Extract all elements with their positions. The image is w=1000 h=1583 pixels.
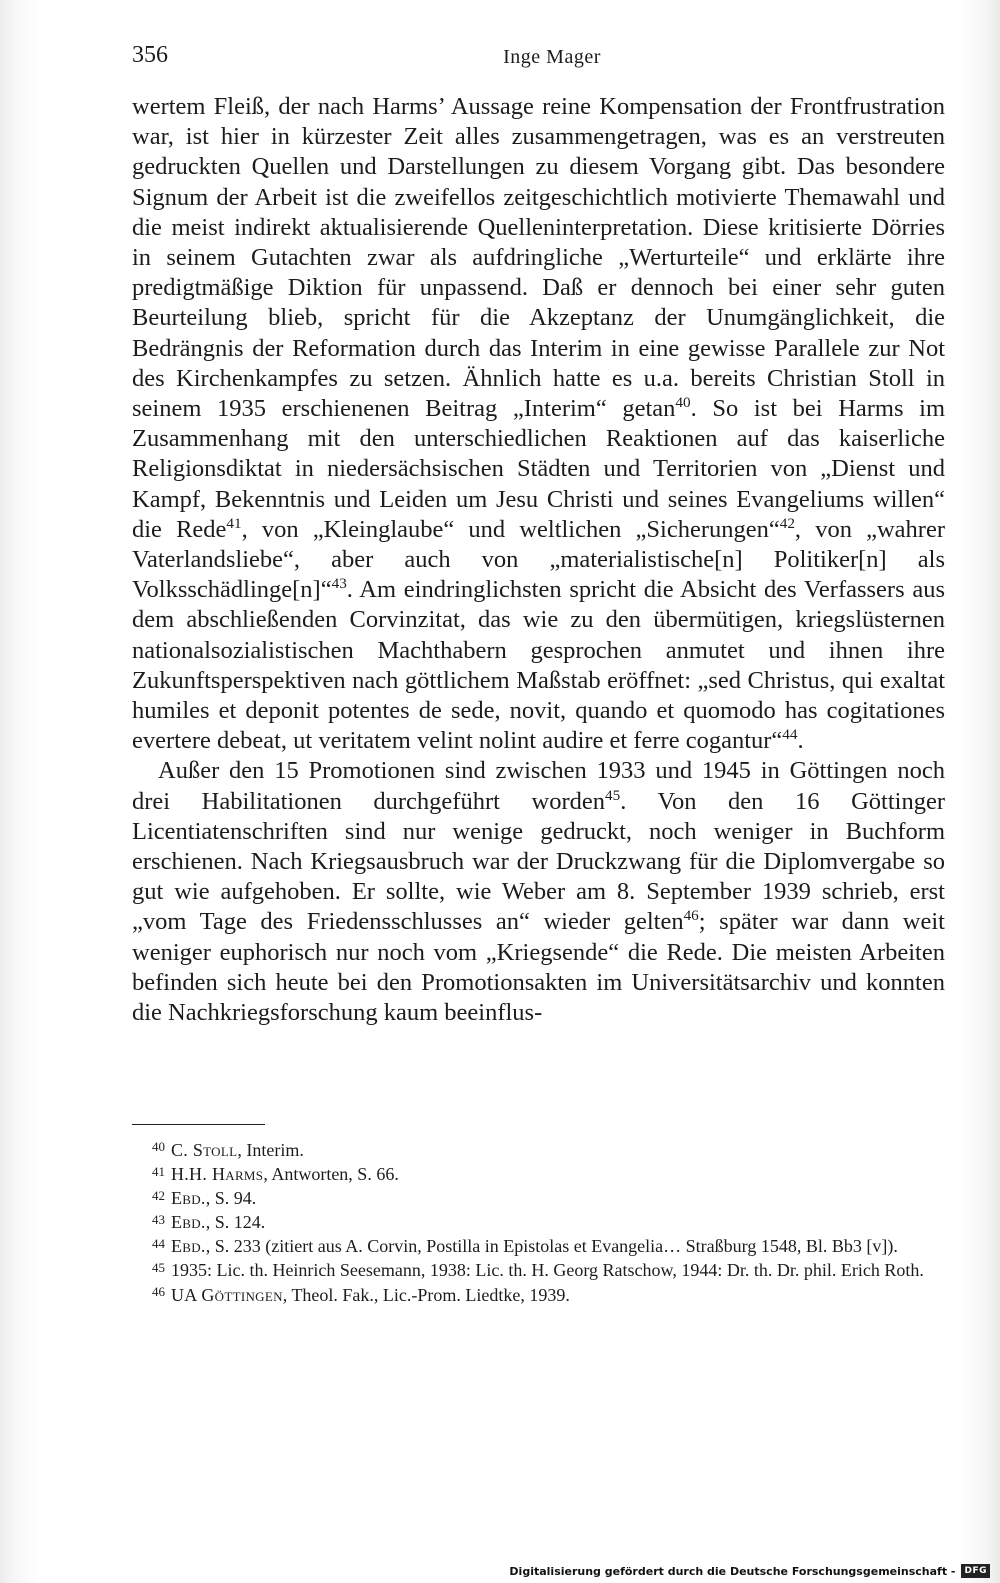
digitization-credit [507, 1561, 990, 1581]
footnote [132, 1283, 945, 1307]
dfg-logo: DFG [961, 1564, 990, 1578]
footnote [132, 1258, 945, 1282]
text-span: . [797, 727, 804, 755]
footnote-ref-44[interactable]: 44 [782, 726, 798, 744]
footnote-text: , S. 94. [205, 1188, 257, 1209]
footnote-text: , Theol. Fak., Lic.-Prom. Liedtke, 1939. [282, 1284, 570, 1305]
footnotes [132, 1138, 945, 1307]
text-span: wertem Fleiß, der nach Harms’ Aussage reine Kompensation der Frontfrustration war, ist hier in kürzester Zeit alles zusammengetragen, was es an verstreuten gedruckten Quellen und Darstellungen zu diesem Vorgang gibt. Das besondere Signum der Arbeit ist die zweifellos zeitgeschichtlich motivierte Themawahl und die meist indirekt aktualisierende Quelleninterpretation. Diese kritisierte Dörries in seinem Gutachten zwar als aufdringliche „Werturteile“ und erklärte ihre predigtmäßige Diktion für unpassend. Daß er dennoch bei einer sehr guten Beurteilung blieb, spricht für die Akzeptanz der Unumgänglichkeit, die Bedrängnis der Reformation durch das Interim in eine gewisse Parallele zur Not des Kirchenkampfes zu setzen. Ähnlich hatte es u.a. bereits Christian Stoll in seinem 1935 erschienenen Beitrag „Interim“ getan [132, 93, 945, 423]
footnote-text: 1935: Lic. th. Heinrich Seesemann, 1938: Lic. th. H. Georg Ratschow, 1944: Dr. th. Dr. phil. Erich Roth. [170, 1260, 924, 1281]
footnote-number: 41 [152, 1163, 165, 1179]
footnote-number: 44 [152, 1235, 165, 1251]
footnote [132, 1210, 945, 1234]
footnote-number: 40 [152, 1139, 165, 1155]
footnote-text: , S. 124. [205, 1212, 266, 1233]
running-head-author: Inge Mager [503, 46, 601, 68]
text-span: , von „Kleinglaube“ und weltlichen „Sicherungen“ [241, 515, 780, 543]
text-span: . Am eindringlichsten spricht die Absicht des Verfassers aus dem abschließenden Corvinzitat, das wie zu den übermütigen, kriegslüsternen nationalsozialistischen Machthabern gesprochen anmutet und ihnen ihre Zukunftsperspektiven nach göttlichem Maßstab eröffnet: „sed Christus, qui exaltat humiles et deponit potentes de sede, novit, quando et quomodo has cogitationes evertere debeat, ut veritatem velint nolint audire et ferre cogantur“ [132, 576, 945, 755]
footnote [132, 1234, 945, 1258]
footnote-text: , S. 233 (zitiert aus A. Corvin, Postilla in Epistolas et Evangelia… Straßburg 1548, Bl. Bb3 [v]). [205, 1236, 898, 1257]
footnote [132, 1162, 945, 1186]
text-span: ; später war dann weit weniger euphorisch nur noch vom „Kriegsende“ die Rede. Die meisten Arbeiten befinden sich heute bei den Promotionsakten im Universitätsarchiv und konnten die Nachkriegsforschung kaum beeinflus- [132, 908, 945, 1027]
text-span: . So ist bei Harms im Zusammenhang mit den unterschiedlichen Reaktionen auf das kaiserliche Religionsdiktat in niedersächsischen Städten und Territorien von „Dienst und Kampf, Bekenntnis und Leiden um Jesu Christi und seines Evangeliums willen“ die Rede [132, 395, 945, 543]
footnote-smallcaps: UA Göttingen [170, 1284, 283, 1305]
text-span: . Von den 16 Göttinger Licentiatenschriften sind nur wenige gedruckt, noch weniger in Buchform erschienen. Nach Kriegsausbruch war der Druckzwang für die Diplomvergabe so gut wie aufgehoben. Er sollte, wie Weber am 8. September 1939 schrieb, erst „vom Tage des Friedensschlusses an“ wieder gelten [132, 787, 945, 936]
footnote-number: 46 [152, 1284, 165, 1300]
credit-text: Digitalisierung gefördert durch die Deutsche Forschungsgemeinschaft - [509, 1564, 956, 1578]
body-text [132, 92, 945, 1028]
footnote-number: 43 [152, 1211, 165, 1227]
footnote-ref-45[interactable]: 45 [605, 786, 621, 804]
footnote-ref-41[interactable]: 41 [226, 514, 242, 532]
footnote-text: , Interim. [237, 1140, 304, 1160]
footnote-smallcaps: C. Stoll [170, 1140, 238, 1160]
text-span: Außer den 15 Promotionen sind zwischen 1933 und 1945 in Göttingen noch drei Habilitationen durchgeführt worden [132, 757, 945, 815]
footnote-separator [132, 1124, 265, 1125]
footnote-ref-40[interactable]: 40 [675, 393, 691, 411]
paragraph-1 [132, 92, 945, 756]
footnote-number: 42 [152, 1187, 165, 1203]
footnote-number: 45 [152, 1259, 165, 1275]
footnote [132, 1138, 945, 1162]
footnote-text: , Antworten, S. 66. [263, 1164, 399, 1185]
footnote-smallcaps: Ebd. [170, 1236, 206, 1257]
footnote-ref-46[interactable]: 46 [683, 907, 699, 925]
footnote-ref-42[interactable]: 42 [779, 514, 795, 532]
footnote-smallcaps: H.H. Harms [170, 1164, 264, 1185]
footnote-ref-43[interactable]: 43 [331, 575, 347, 593]
running-head [132, 42, 945, 82]
page-number: 356 [132, 42, 168, 68]
paragraph-2 [132, 756, 945, 1028]
footnote-smallcaps: Ebd. [170, 1212, 206, 1233]
footnote [132, 1186, 945, 1210]
footnote-smallcaps: Ebd. [170, 1188, 206, 1209]
text-span: , von „wahrer Vaterlandsliebe“, aber auch von „materialistische[n] Politiker[n] als Volksschädlinge[n]“ [132, 515, 945, 604]
